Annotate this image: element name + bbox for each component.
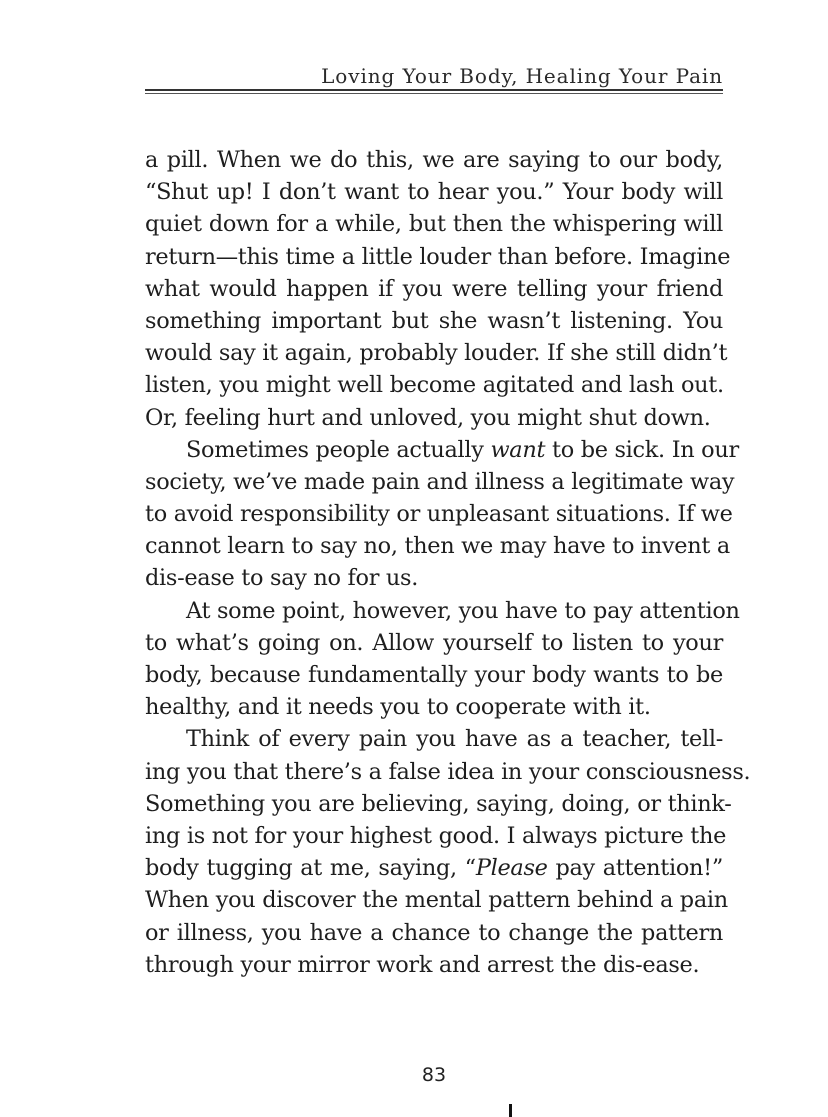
text-run: body tugging at me, saying, “ [145,855,476,882]
text-line: ing you that there’s a false idea in your consciousness. [145,758,751,785]
body-text [145,144,751,981]
text-line: a pill. When we do this, we are saying to our body, [145,147,723,173]
text-run: Sometimes people actually [186,436,491,463]
text-line: listen, you might well become agitated and lash out. [145,372,724,399]
text-line-paragraph-start: Think of every pain you have as a teacher, tell- [186,726,723,753]
italic-emphasis: want [490,436,546,463]
text-line: healthy, and it needs you to cooperate with it. [145,694,651,721]
text-run: to be sick. In our [552,436,739,463]
text-run: pay attention!” [555,855,723,882]
text-line-paragraph-start: At some point, however, you have to pay attention [186,597,740,624]
header-rule-thick [145,89,723,91]
text-line: Or, feeling hurt and unloved, you might shut down. [145,404,711,431]
text-line: cannot learn to say no, then we may have to invent a [145,533,730,560]
text-line: something important but she wasn’t listening. You [145,307,723,334]
text-line: Something you are believing, saying, doing, or think- [145,790,732,817]
text-line: would say it again, probably louder. If she still didn’t [145,340,728,367]
text-line: return—this time a little louder than before. Imagine [145,243,731,270]
text-line: dis-ease to say no for us. [145,565,419,592]
text-line: to what’s going on. Allow yourself to listen to your [145,629,723,656]
text-line: or illness, you have a chance to change the pattern [145,919,723,946]
italic-emphasis: Please [475,855,548,882]
header-rule-thin [145,93,723,94]
text-line: body, because fundamentally your body wants to be [145,662,723,688]
crop-mark [509,1104,512,1117]
running-head-title: Loving Your Body, Healing Your Pain [321,64,723,88]
text-line: ing is not for your highest good. I always picture the [145,822,727,849]
text-line: “Shut up! I don’t want to hear you.” Your body will [145,179,723,206]
text-line: quiet down for a while, but then the whispering will [145,211,723,238]
text-line [145,852,723,884]
text-line: through your mirror work and arrest the dis-ease. [145,951,700,978]
text-line: When you discover the mental pattern behind a pain [145,887,728,914]
page-number: 83 [421,1064,447,1086]
text-line: what would happen if you were telling your friend [145,275,723,302]
text-line: society, we’ve made pain and illness a legitimate way [145,468,735,495]
text-line: to avoid responsibility or unpleasant situations. If we [145,501,733,528]
text-line-paragraph-start [145,434,739,466]
